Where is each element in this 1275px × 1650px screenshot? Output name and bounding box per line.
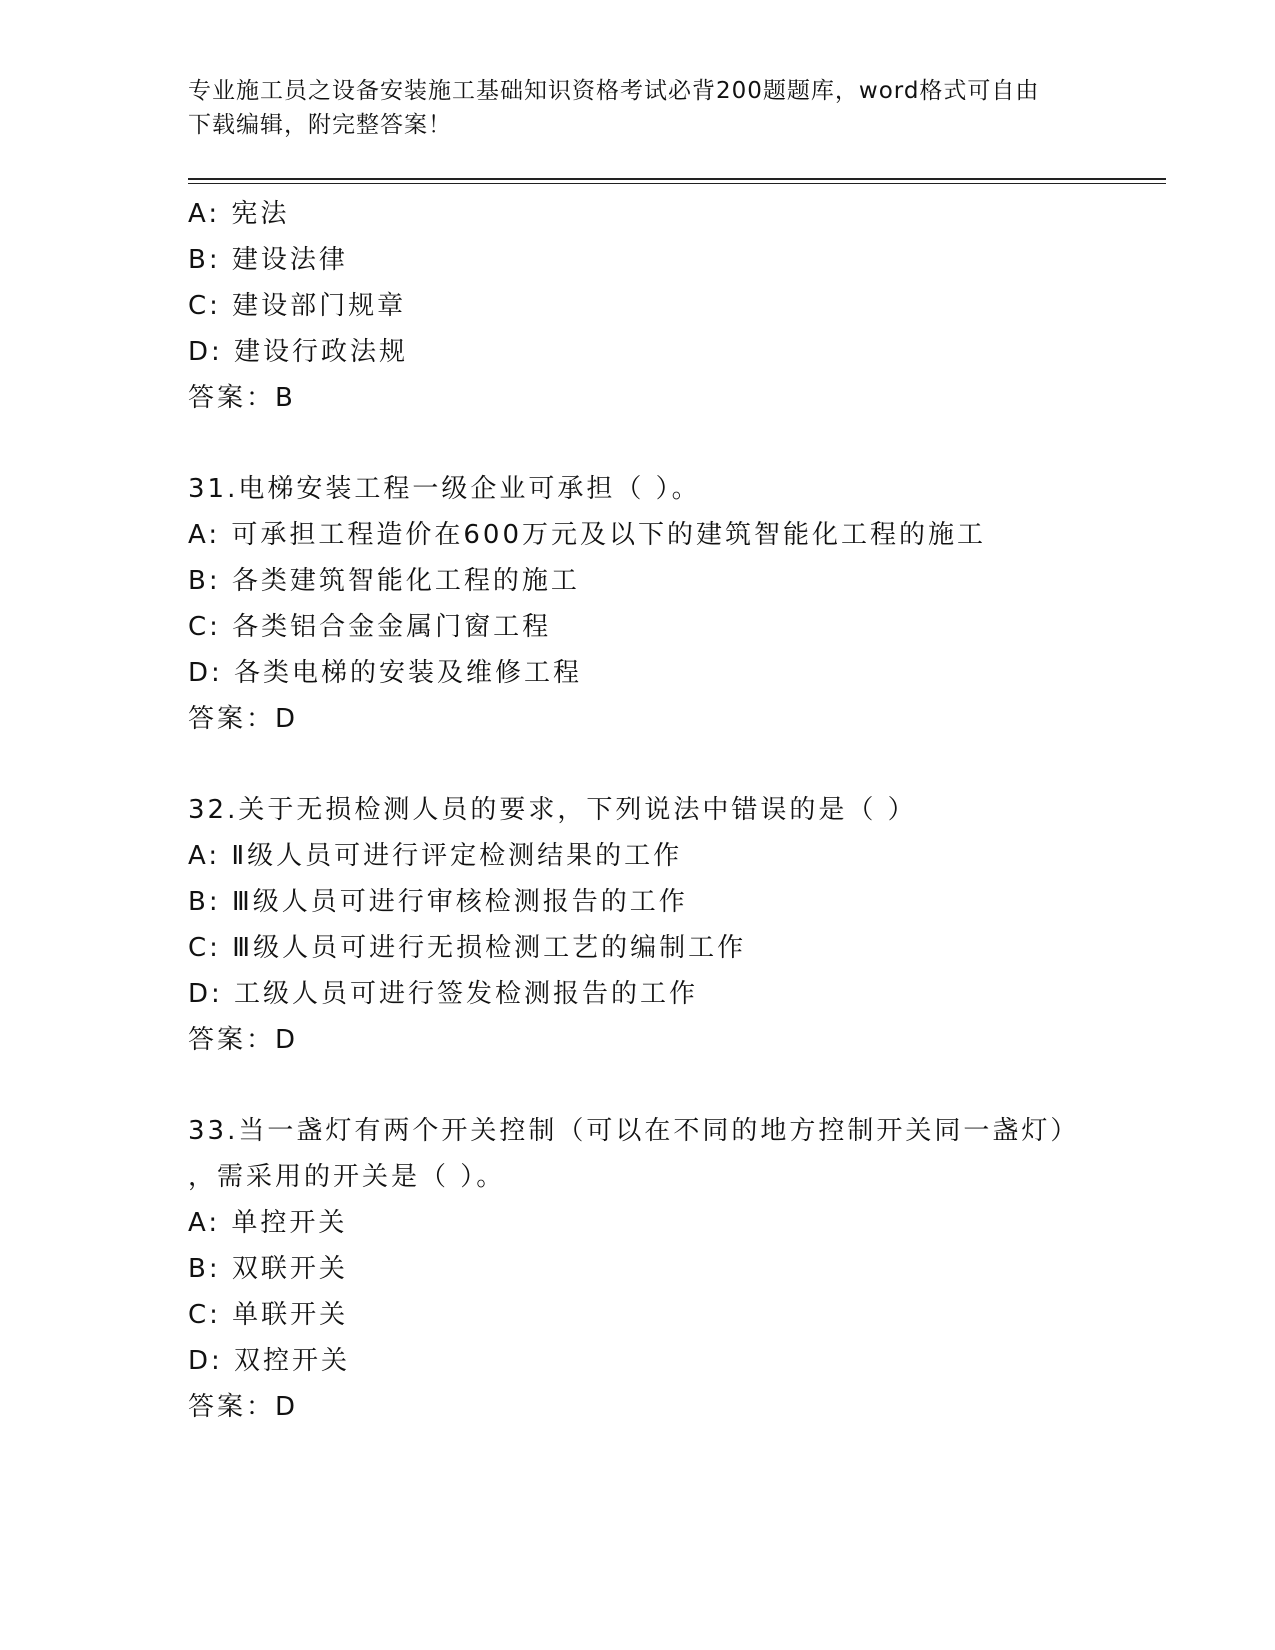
question-stem: 31.电梯安装工程一级企业可承担（ ）。 — [188, 474, 701, 504]
answer-line: 答案：D — [188, 1025, 299, 1055]
document-body — [188, 191, 1088, 1430]
option-d: D: 建设行政法规 — [188, 337, 409, 367]
document-header — [188, 74, 1068, 142]
option-b: B: 建设法律 — [188, 245, 348, 275]
question-stem-line-1: 33.当一盏灯有两个开关控制（可以在不同的地方控制开关同一盏灯） — [188, 1116, 1080, 1146]
question-30 — [188, 191, 1088, 421]
option-b: B: 双联开关 — [188, 1254, 348, 1284]
header-line-2: 下载编辑，附完整答案！ — [188, 112, 452, 138]
option-b: B: 各类建筑智能化工程的施工 — [188, 566, 580, 596]
answer-line: 答案：B — [188, 383, 296, 413]
header-divider — [188, 178, 1166, 184]
option-d: D: 工级人员可进行签发检测报告的工作 — [188, 979, 699, 1009]
option-d: D: 各类电梯的安装及维修工程 — [188, 658, 583, 688]
option-c: C: 单联开关 — [188, 1300, 349, 1330]
question-32 — [188, 787, 1088, 1063]
question-spacer — [188, 1063, 1088, 1108]
answer-line: 答案：D — [188, 704, 299, 734]
option-c: C: 各类铝合金金属门窗工程 — [188, 612, 552, 642]
question-spacer — [188, 742, 1088, 787]
option-a: A: 可承担工程造价在600万元及以下的建筑智能化工程的施工 — [188, 520, 986, 550]
option-a: A: Ⅱ级人员可进行评定检测结果的工作 — [188, 841, 683, 871]
question-stem: 32.关于无损检测人员的要求，下列说法中错误的是（ ） — [188, 795, 917, 825]
question-33 — [188, 1108, 1088, 1430]
answer-line: 答案：D — [188, 1392, 299, 1422]
option-a: A: 单控开关 — [188, 1208, 348, 1238]
option-a: A: 宪法 — [188, 199, 290, 229]
option-d: D: 双控开关 — [188, 1346, 351, 1376]
option-c: C: Ⅲ级人员可进行无损检测工艺的编制工作 — [188, 933, 747, 963]
question-stem-line-2: ，需采用的开关是（ ）。 — [188, 1162, 506, 1192]
question-spacer — [188, 421, 1088, 466]
question-31 — [188, 466, 1088, 742]
option-c: C: 建设部门规章 — [188, 291, 407, 321]
header-line-1: 专业施工员之设备安装施工基础知识资格考试必背200题题库，word格式可自由 — [188, 78, 1040, 104]
option-b: B: Ⅲ级人员可进行审核检测报告的工作 — [188, 887, 688, 917]
